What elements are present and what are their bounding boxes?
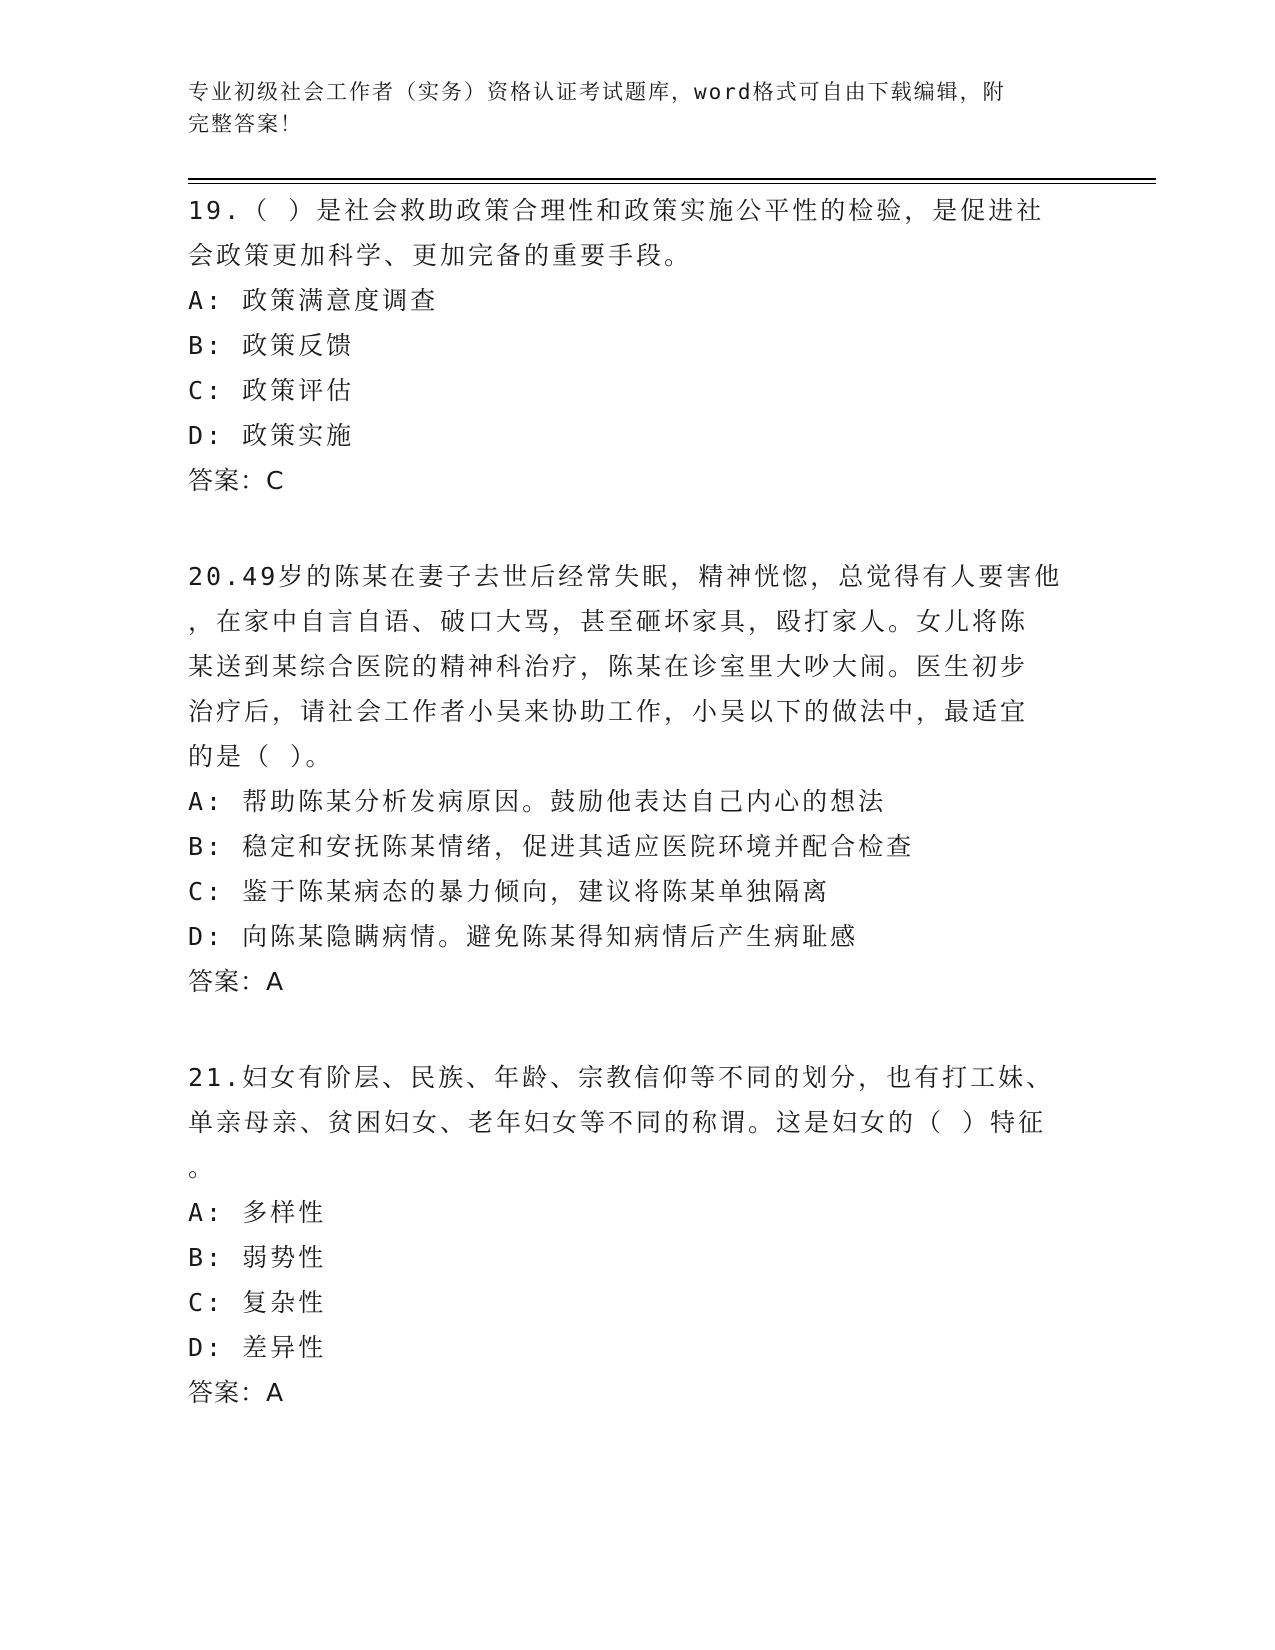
answer-label: 答案：C — [188, 466, 285, 495]
question-19 — [188, 188, 1088, 503]
page-header — [188, 76, 1068, 140]
stem-line: 单亲母亲、贫困妇女、老年妇女等不同的称谓。这是妇女的（ ）特征 — [188, 1108, 1047, 1137]
option-d: D: 政策实施 — [188, 421, 355, 450]
option-d: D: 向陈某隐瞒病情。避免陈某得知病情后产生病耻感 — [188, 922, 859, 951]
header-divider-thin — [188, 183, 1156, 184]
stem-line: 治疗后，请社会工作者小吴来协助工作，小吴以下的做法中，最适宜 — [188, 697, 1029, 726]
option-c: C: 复杂性 — [188, 1288, 327, 1317]
option-c: C: 政策评估 — [188, 376, 355, 405]
header-title-line-1: 专业初级社会工作者（实务）资格认证考试题库，word格式可自由下载编辑，附 — [188, 80, 1006, 104]
stem-line: 会政策更加科学、更加完备的重要手段。 — [188, 241, 693, 270]
question-21 — [188, 1055, 1088, 1415]
header-title-line-2: 完整答案！ — [188, 112, 303, 136]
stem-line: 21.妇女有阶层、民族、年龄、宗教信仰等不同的划分，也有打工妹、 — [188, 1063, 1055, 1092]
answer-label: 答案：A — [188, 1378, 285, 1407]
document-page — [188, 0, 1158, 1650]
question-stem — [188, 554, 1088, 779]
option-a: A: 帮助陈某分析发病原因。鼓励他表达自己内心的想法 — [188, 787, 887, 816]
stem-line: 20.49岁的陈某在妻子去世后经常失眠，精神恍惚，总觉得有人要害他 — [188, 562, 1063, 591]
stem-line: 19.（ ）是社会救助政策合理性和政策实施公平性的检验，是促进社 — [188, 196, 1045, 225]
option-a: A: 多样性 — [188, 1198, 327, 1227]
option-c: C: 鉴于陈某病态的暴力倾向，建议将陈某单独隔离 — [188, 877, 831, 906]
stem-line: 的是（ ）。 — [188, 742, 334, 771]
option-d: D: 差异性 — [188, 1333, 327, 1362]
question-stem — [188, 1055, 1088, 1190]
stem-line: ，在家中自言自语、破口大骂，甚至砸坏家具，殴打家人。女儿将陈 — [188, 607, 1029, 636]
option-b: B: 稳定和安抚陈某情绪，促进其适应医院环境并配合检查 — [188, 832, 915, 861]
question-stem — [188, 188, 1088, 278]
answer-label: 答案：A — [188, 967, 285, 996]
stem-line: 。 — [188, 1153, 217, 1182]
question-20 — [188, 554, 1088, 1004]
stem-line: 某送到某综合医院的精神科治疗，陈某在诊室里大吵大闹。医生初步 — [188, 652, 1029, 681]
option-b: B: 弱势性 — [188, 1243, 327, 1272]
option-b: B: 政策反馈 — [188, 331, 355, 360]
option-a: A: 政策满意度调查 — [188, 286, 439, 315]
header-divider-thick — [188, 178, 1156, 180]
